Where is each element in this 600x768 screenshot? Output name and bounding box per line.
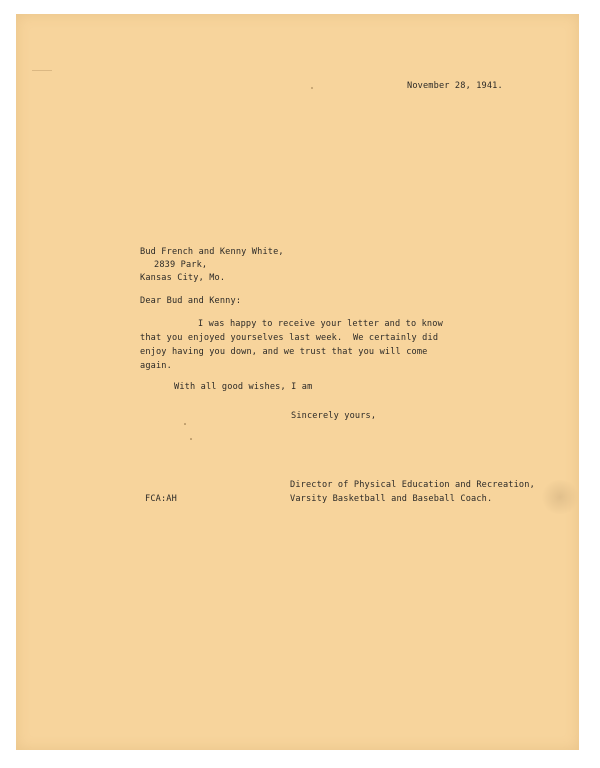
salutation: Dear Bud and Kenny: [140, 296, 242, 306]
good-wishes-line: With all good wishes, I am [174, 382, 313, 392]
body-line: again. [140, 361, 172, 371]
paper-speck [190, 438, 192, 440]
reference-initials: FCA:AH [145, 494, 177, 504]
paper-smudge [540, 480, 580, 514]
signature-title-line: Director of Physical Education and Recreation, [290, 480, 535, 490]
body-line: I was happy to receive your letter and to know [198, 319, 443, 329]
letter-date: November 28, 1941. [407, 81, 503, 91]
signature-title-line: Varsity Basketball and Baseball Coach. [290, 494, 493, 504]
paper-speck [311, 87, 313, 89]
letter-page [16, 14, 579, 750]
body-line: enjoy having you down, and we trust that you will come [140, 347, 428, 357]
margin-mark [32, 70, 52, 71]
recipient-name: Bud French and Kenny White, [140, 247, 284, 257]
recipient-city: Kansas City, Mo. [140, 273, 226, 283]
body-line: that you enjoyed yourselves last week. We certainly did [140, 333, 439, 343]
paper-speck [184, 423, 186, 425]
recipient-street: 2839 Park, [154, 260, 208, 270]
complimentary-closing: Sincerely yours, [291, 411, 377, 421]
